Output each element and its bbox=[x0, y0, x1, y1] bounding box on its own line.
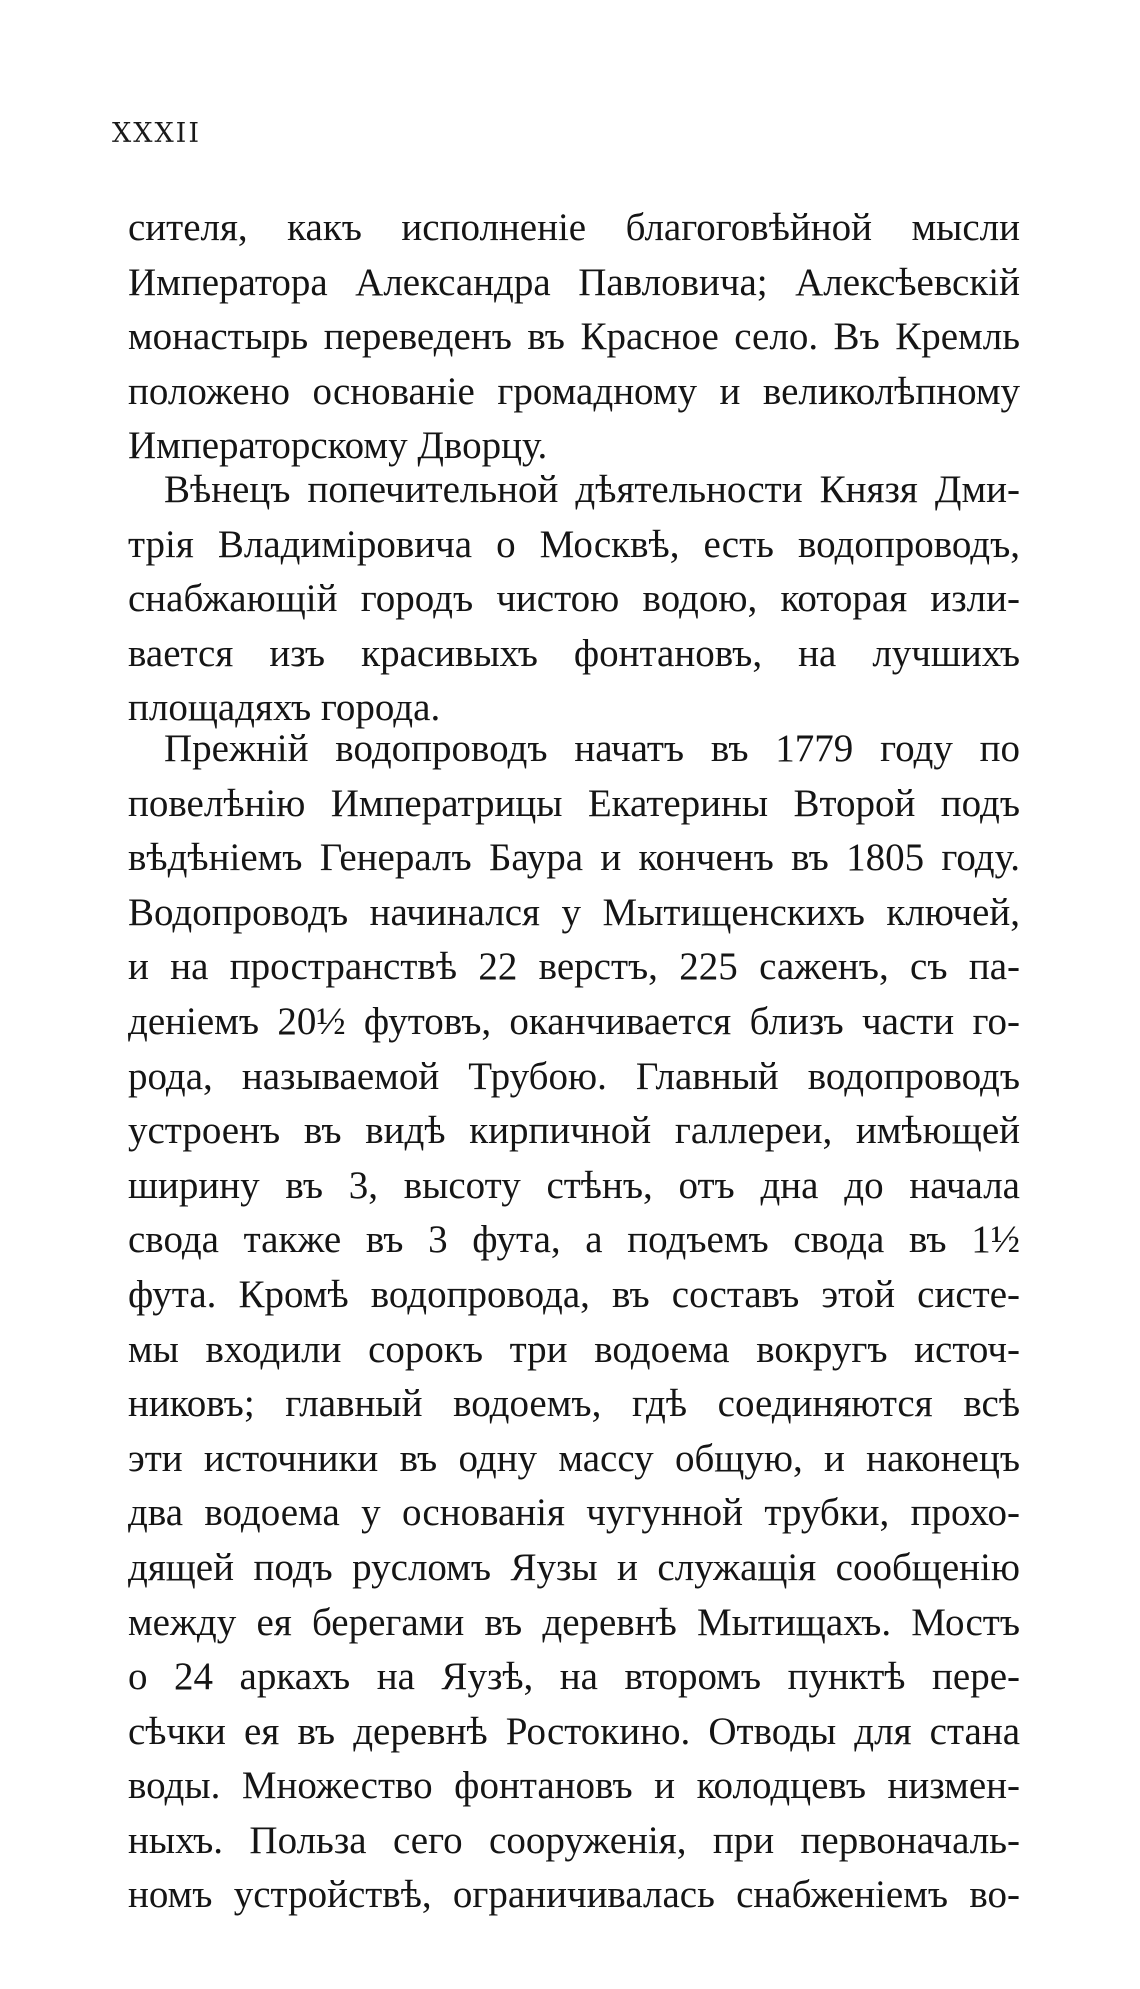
text-line: эти источники въ одну массу общую, и наконецъ bbox=[128, 1436, 1020, 1480]
text-line: воды. Множество фонтановъ и колодцевъ низмен- bbox=[128, 1764, 1020, 1808]
text-line: площадяхъ города. bbox=[128, 686, 441, 730]
paragraph-2 bbox=[128, 463, 1020, 736]
text-line: номъ устройствѣ, ограничивалась снабженіемъ во- bbox=[128, 1873, 1020, 1917]
text-line: вѣдѣніемъ Генералъ Баура и конченъ въ 1805 году. bbox=[128, 836, 1020, 880]
text-line: снабжающій городъ чистою водою, которая изли- bbox=[128, 577, 1020, 621]
text-line: Императорскому Дворцу. bbox=[128, 424, 548, 468]
text-line: Водопроводъ начинался у Мытищенскихъ ключей, bbox=[128, 890, 1020, 934]
text-line: свода также въ 3 фута, а подъемъ свода въ 1½ bbox=[128, 1218, 1020, 1262]
text-line: Вѣнецъ попечительной дѣятельности Князя Дми- bbox=[164, 468, 1020, 511]
text-line: трія Владиміровича о Москвѣ, есть водопроводъ, bbox=[128, 522, 1020, 566]
paragraph-1 bbox=[128, 201, 1020, 474]
text-line: никовъ; главный водоемъ, гдѣ соединяются всѣ bbox=[128, 1382, 1020, 1426]
text-line: вается изъ красивыхъ фонтановъ, на лучшихъ bbox=[128, 631, 1020, 675]
text-line: о 24 аркахъ на Яузѣ, на второмъ пунктѣ пере- bbox=[128, 1655, 1020, 1699]
text-line: дящей подъ русломъ Яузы и служащія сообщенію bbox=[128, 1545, 1020, 1589]
text-line: устроенъ въ видѣ кирпичной галлереи, имѣющей bbox=[128, 1109, 1020, 1153]
text-line: мы входили сорокъ три водоема вокругъ источ- bbox=[128, 1327, 1020, 1371]
text-line: Прежній водопроводъ начатъ въ 1779 году по bbox=[164, 727, 1020, 770]
text-line: положено основаніе громадному и великолѣпному bbox=[128, 369, 1020, 413]
text-line: монастырь переведенъ въ Красное село. Въ Кремль bbox=[128, 315, 1020, 359]
text-line: ширину въ 3, высоту стѣнъ, отъ дна до начала bbox=[128, 1163, 1020, 1207]
text-line: деніемъ 20½ футовъ, оканчивается близъ части го- bbox=[128, 999, 1020, 1043]
text-line: и на пространствѣ 22 верстъ, 225 саженъ, съ па- bbox=[128, 945, 1020, 989]
text-line: повелѣнію Императрицы Екатерины Второй подъ bbox=[128, 781, 1020, 825]
paragraph-3 bbox=[128, 722, 1020, 1923]
text-line: сѣчки ея въ деревнѣ Ростокино. Отводы для стана bbox=[128, 1709, 1020, 1753]
text-line: Императора Александра Павловича; Алексѣевскій bbox=[128, 260, 1020, 304]
page-number: XXXII bbox=[112, 118, 201, 149]
text-line: ныхъ. Польза сего сооруженія, при первоначаль- bbox=[128, 1818, 1020, 1862]
text-line: фута. Кромѣ водопровода, въ составъ этой систе- bbox=[128, 1272, 1020, 1316]
text-line: два водоема у основанія чугунной трубки, прохо- bbox=[128, 1491, 1020, 1535]
text-line: рода, называемой Трубою. Главный водопроводъ bbox=[128, 1054, 1020, 1098]
text-line: сителя, какъ исполненіе благоговѣйной мысли bbox=[128, 206, 1020, 249]
text-line: между ея берегами въ деревнѣ Мытищахъ. Мостъ bbox=[128, 1600, 1020, 1644]
